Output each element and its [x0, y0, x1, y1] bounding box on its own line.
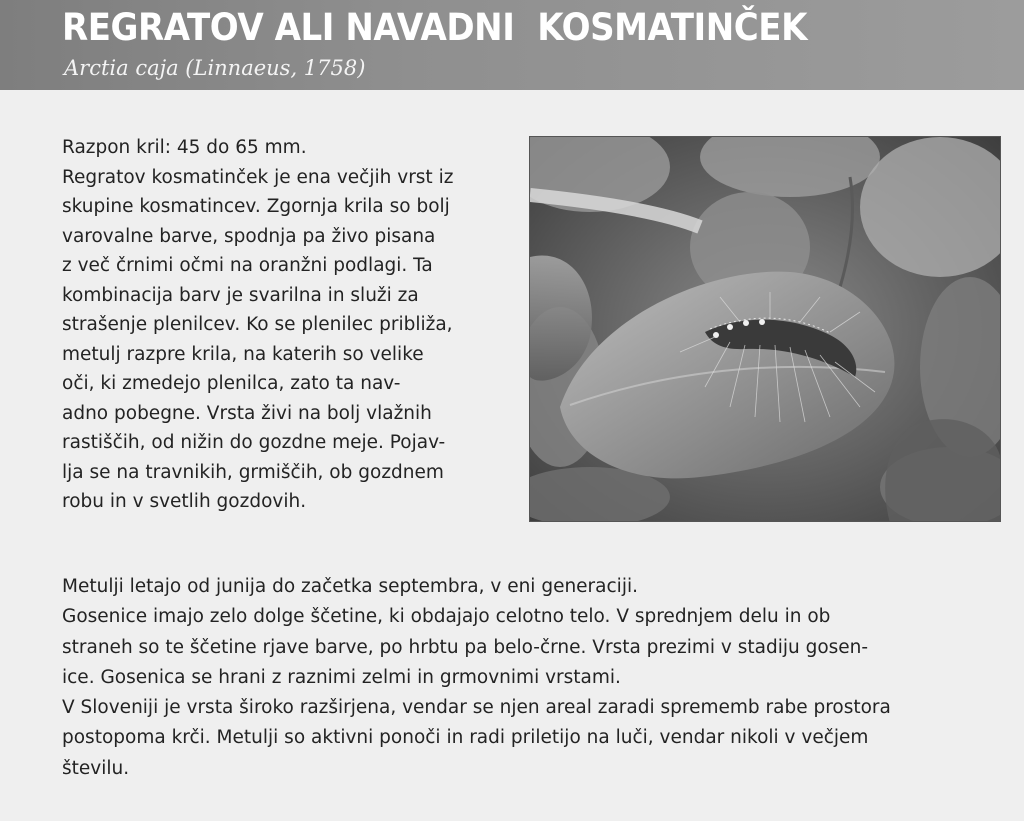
text-line: skupine kosmatincev. Zgornja krila so bolj [62, 196, 450, 217]
text-line: metulj razpre krila, na katerih so velike [62, 343, 424, 365]
text-line: ice. Gosenica se hrani z raznimi zelmi in grmovnimi vrstami. [62, 666, 621, 688]
text-line: postopoma krči. Metulji so aktivni ponoči in radi priletijo na luči, vendar nikoli v večjem [62, 727, 869, 749]
text-line: strašenje plenilcev. Ko se plenilec približa, [62, 314, 453, 335]
text-line: Gosenice imajo zelo dolge ščetine, ki obdajajo celotno telo. V sprednjem delu in ob [62, 606, 831, 628]
caterpillar-on-leaf-image [530, 137, 1001, 522]
text-line: adno pobegne. Vrsta živi na bolj vlažnih [62, 402, 432, 424]
text-line: z več črnimi očmi na oranžni podlagi. Ta [62, 255, 433, 276]
header-banner [0, 0, 1024, 90]
text-line: varovalne barve, spodnja pa živo pisana [62, 225, 436, 247]
caterpillar-photo [529, 136, 1001, 522]
text-line: robu in v svetlih gozdovih. [62, 491, 307, 512]
text-line: oči, ki zmedejo plenilca, zato ta nav- [62, 373, 401, 394]
intro-paragraph [62, 133, 522, 517]
text-line: kombinacija barv je svarilna in služi za [62, 284, 419, 306]
text-line: Razpon kril: 45 do 65 mm. [62, 137, 307, 158]
text-line: straneh so te ščetine rjave barve, po hrbtu pa belo-črne. Vrsta prezimi v stadiju gosen- [62, 636, 869, 658]
page-title: REGRATOV ALI NAVADNI KOSMATINČEK [62, 6, 808, 49]
text-line: lja se na travnikih, grmiščih, ob gozdnem [62, 461, 444, 483]
text-line: V Sloveniji je vrsta široko razširjena, vendar se njen areal zaradi sprememb rabe prostora [62, 697, 891, 719]
details-paragraph [62, 572, 1012, 784]
text-line: Regratov kosmatinček je ena večjih vrst iz [62, 166, 454, 188]
text-line: številu. [62, 757, 130, 779]
text-line: rastiščih, od nižin do gozdne meje. Pojav- [62, 432, 446, 453]
scientific-name: Arctia caja (Linnaeus, 1758) [64, 56, 366, 80]
text-line: Metulji letajo od junija do začetka septembra, v eni generaciji. [62, 576, 638, 597]
